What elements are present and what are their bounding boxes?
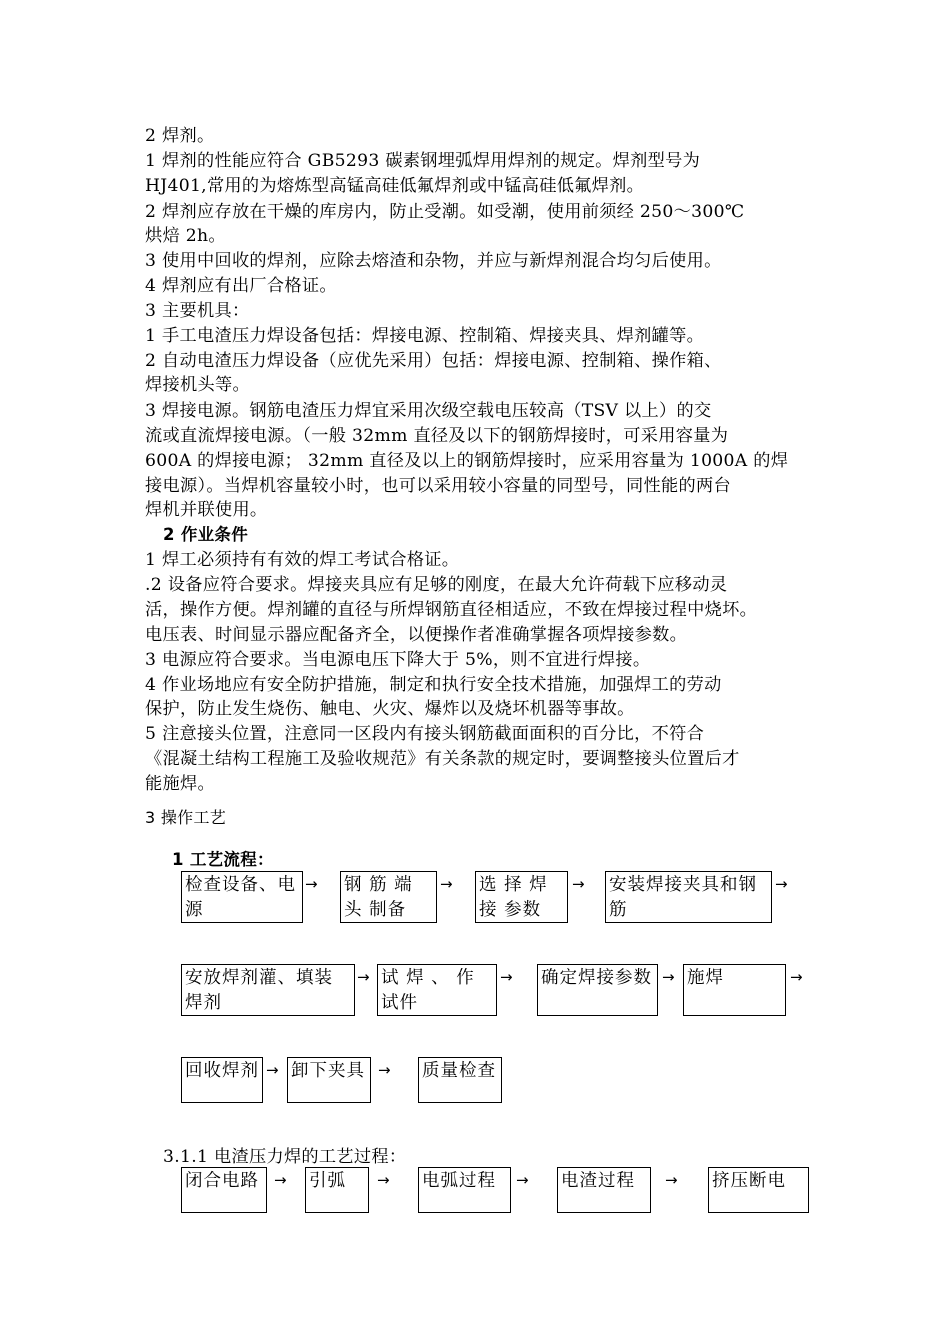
text-line: 2 焊剂。 [145,126,215,146]
flow-box: 试 焊 、 作 试件 [377,964,497,1016]
flow-box: 安放焊剂灌、填装焊剂 [181,964,355,1016]
text-line: 3 使用中回收的焊剂，应除去熔渣和杂物，并应与新焊剂混合均匀后使用。 [145,251,722,271]
flow-box: 施焊 [683,964,786,1016]
process-box: 电弧过程 [418,1167,511,1213]
text-line: 流或直流焊接电源。（一般 32mm 直径及以下的钢筋焊接时，可采用容量为 [145,426,729,446]
flow-box: 卸下夹具 [287,1057,371,1103]
process-box: 电渣过程 [557,1167,651,1213]
arrow-right-icon: → [665,1171,678,1189]
text-line: 1 手工电渣压力焊设备包括：焊接电源、控制箱、焊接夹具、焊剂罐等。 [145,326,705,346]
text-line: 2 自动电渣压力焊设备（应优先采用）包括：焊接电源、控制箱、操作箱、 [145,351,722,371]
arrow-right-icon: → [377,1171,390,1189]
subsection-heading: 1 工艺流程： [172,850,274,869]
arrow-right-icon: → [357,968,370,986]
process-box: 引弧 [305,1167,369,1213]
flow-box: 钢 筋 端 头 制备 [340,871,437,923]
arrow-right-icon: → [516,1171,529,1189]
subsection-heading: 3.1.1 电渣压力焊的工艺过程： [163,1147,407,1167]
flow-box: 安装焊接夹具和钢筋 [605,871,772,923]
text-line: 5 注意接头位置，注意同一区段内有接头钢筋截面面积的百分比，不符合 [145,724,705,744]
text-line: .2 设备应符合要求。焊接夹具应有足够的刚度，在最大允许荷载下应移动灵 [145,575,728,595]
arrow-right-icon: → [790,968,803,986]
text-line: 1 焊剂的性能应符合 GB5293 碳素钢埋弧焊用焊剂的规定。焊剂型号为 [145,151,701,171]
text-line: 保护，防止发生烧伤、触电、火灾、爆炸以及烧坏机器等事故。 [145,699,635,719]
text-line: 3 电源应符合要求。当电源电压下降大于 5%，则不宜进行焊接。 [145,650,651,670]
arrow-right-icon: → [305,875,318,893]
section-heading: 3 操作工艺 [145,808,227,827]
text-line: 3 焊接电源。钢筋电渣压力焊宜采用次级空载电压较高（TSV 以上）的交 [145,401,712,421]
text-line: 烘焙 2h。 [145,226,226,246]
arrow-right-icon: → [775,875,788,893]
arrow-right-icon: → [266,1061,279,1079]
text-line: 4 焊剂应有出厂合格证。 [145,276,337,296]
process-box: 闭合电路 [181,1167,267,1213]
arrow-right-icon: → [662,968,675,986]
text-line: 3 主要机具： [145,301,250,321]
arrow-right-icon: → [440,875,453,893]
text-line: 2 焊剂应存放在干燥的库房内，防止受潮。如受潮，使用前须经 250～300℃ [145,202,745,222]
flow-box: 确定焊接参数 [537,964,658,1016]
section-heading: 2 作业条件 [163,525,249,544]
text-line: 600A 的焊接电源； 32mm 直径及以上的钢筋焊接时，应采用容量为 1000A 的焊 [145,451,789,471]
flow-box: 检查设备、电源 [181,871,303,923]
text-line: 4 作业场地应有安全防护措施，制定和执行安全技术措施，加强焊工的劳动 [145,675,722,695]
text-line: 焊机并联使用。 [145,500,268,520]
text-line: 接电源）。当焊机容量较小时，也可以采用较小容量的同型号，同性能的两台 [145,476,731,496]
text-line: HJ401,常用的为熔炼型高锰高硅低氟焊剂或中锰高硅低氟焊剂。 [145,176,645,196]
text-line: 活，操作方便。焊剂罐的直径与所焊钢筋直径相适应，不致在焊接过程中烧坏。 [145,600,758,620]
arrow-right-icon: → [378,1061,391,1079]
text-line: 焊接机头等。 [145,375,250,395]
arrow-right-icon: → [572,875,585,893]
flow-box: 选 择 焊 接 参数 [475,871,568,923]
flow-box: 质量检查 [418,1057,502,1103]
arrow-right-icon: → [274,1171,287,1189]
arrow-right-icon: → [500,968,513,986]
process-box: 挤压断电 [708,1167,809,1213]
text-line: 1 焊工必须持有有效的焊工考试合格证。 [145,550,460,570]
text-line: 电压表、时间显示器应配备齐全，以便操作者准确掌握各项焊接参数。 [145,625,688,645]
flow-box: 回收焊剂 [181,1057,263,1103]
text-line: 《混凝土结构工程施工及验收规范》有关条款的规定时，要调整接头位置后才 [145,749,740,769]
text-line: 能施焊。 [145,774,215,794]
